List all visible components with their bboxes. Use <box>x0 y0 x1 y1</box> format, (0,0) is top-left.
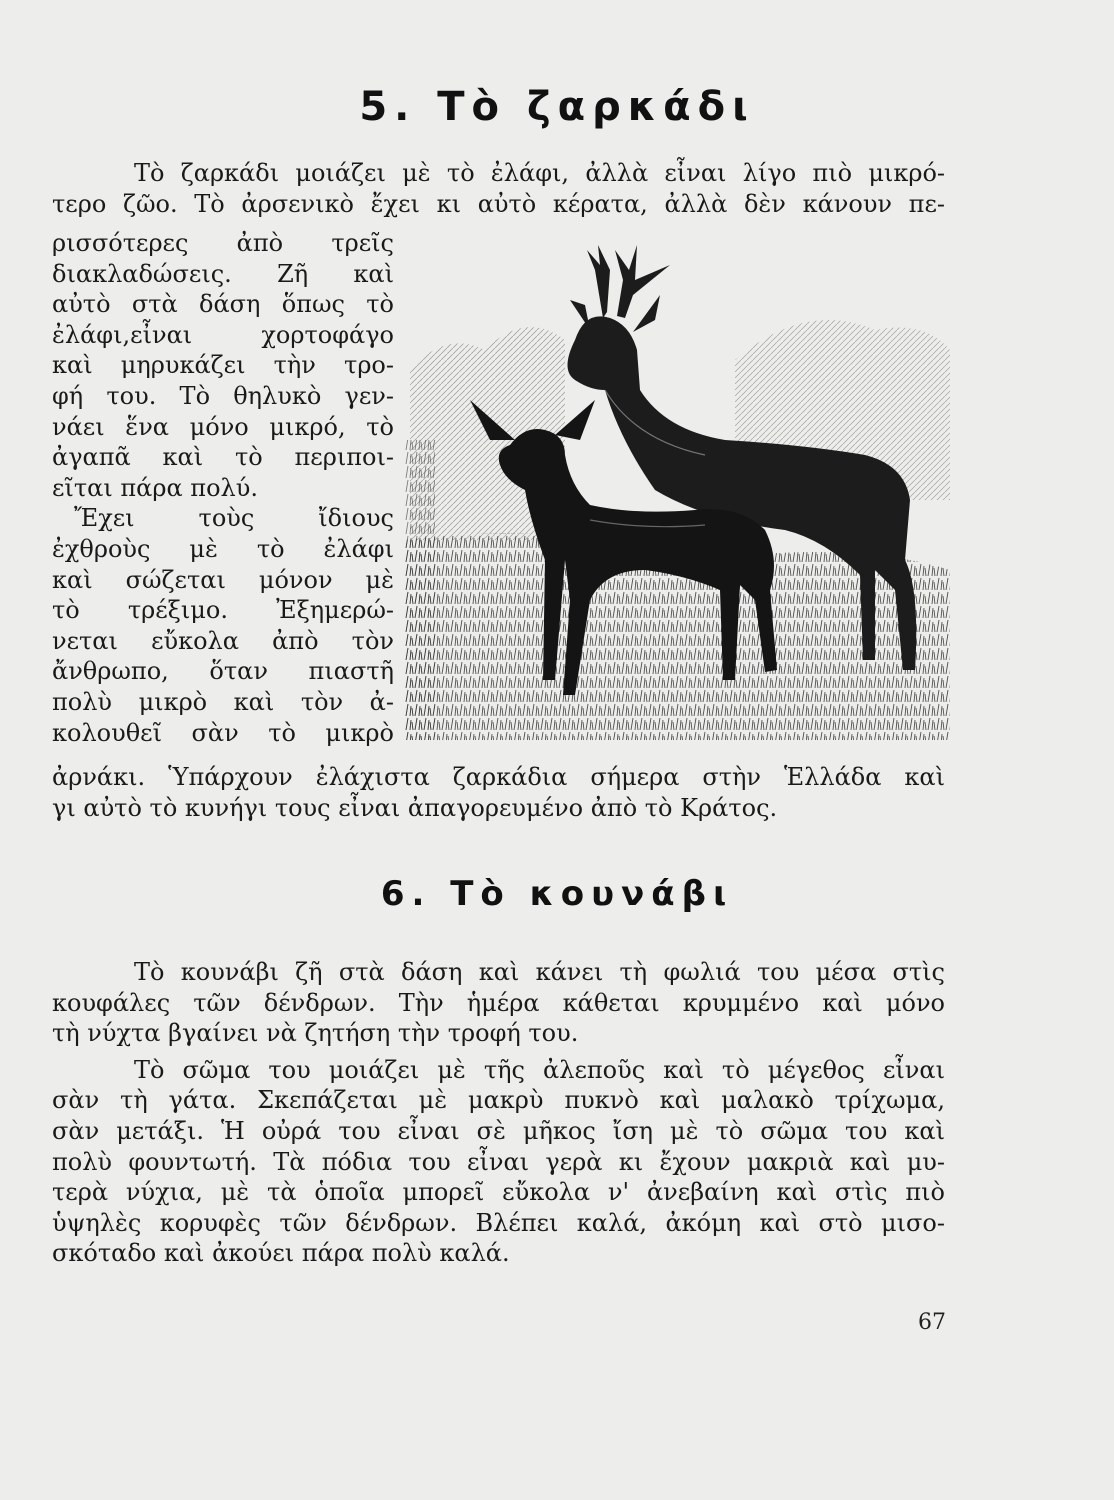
text-line: ἀρνάκι. Ὑπάρχουν ἐλάχιστα ζαρκάδια σήμερα στὴν Ἑλλάδα καὶ <box>52 763 945 791</box>
text-line: κολουθεῖ σὰν τὸ μικρὸ <box>52 718 394 747</box>
section-heading-marten: 6. Τὸ κουνάβι <box>380 874 734 914</box>
text-line: ρισσότερες ἀπὸ τρεῖς <box>52 229 394 257</box>
text-line: ὑψηλὲς κορυφὲς τῶν δένδρων. Βλέπει καλά, ἀκόμη καὶ στὸ μισο- <box>52 1208 945 1237</box>
paragraph-roe-deer-wrapped <box>52 228 394 748</box>
text-line: πολὺ μικρὸ καὶ τὸν ἀ- <box>52 687 394 716</box>
paragraph-marten <box>52 957 945 1269</box>
text-line: εῖται πάρα πολύ. <box>52 473 258 502</box>
text-line: καὶ σώζεται μόνον μὲ <box>52 565 394 594</box>
text-line: φή του. Τὸ θηλυκὸ γεν- <box>52 381 394 410</box>
text-line: τὴ νύχτα βγαίνει νὰ ζητήση τὴν τροφή του. <box>52 1019 579 1048</box>
paragraph-roe-deer-intro <box>52 158 945 219</box>
text-line: σὰν τὴ γάτα. Σκεπάζεται μὲ μακρὺ πυκνὸ καὶ μαλακὸ τρίχωμα, <box>52 1086 945 1115</box>
text-line: τὸ τρέξιμο. Ἐξημερώ- <box>52 596 394 625</box>
paragraph-roe-deer-closing <box>52 762 945 823</box>
text-line: κουφάλες τῶν δένδρων. Τὴν ἡμέρα κάθεται κρυμμένο καὶ μόνο <box>52 988 945 1017</box>
text-line: Τὸ κουνάβι ζῆ στὰ δάση καὶ κάνει τὴ φωλιά του μέσα στὶς <box>134 958 945 986</box>
text-line: τερο ζῶο. Τὸ ἀρσενικὸ ἔχει κι αὐτὸ κέρατα, ἀλλὰ δὲν κάνουν πε- <box>52 189 945 218</box>
text-line: ἐλάφι,εἶναι χορτοφάγο <box>52 320 394 349</box>
text-line: σκόταδο καὶ ἀκούει πάρα πολὺ καλά. <box>52 1239 510 1268</box>
text-line: νεται εὔκολα ἀπὸ τὸν <box>52 626 394 655</box>
text-line: νάει ἕνα μόνο μικρό, τὸ <box>52 412 394 441</box>
text-line: τερὰ νύχια, μὲ τὰ ὁποῖα μπορεῖ εὔκολα ν' ἀνεβαίνη καὶ στὶς πιὸ <box>52 1178 945 1207</box>
section-heading-roe-deer: 5. Τὸ ζαρκάδι <box>359 84 755 130</box>
text-line: καὶ μηρυκάζει τὴν τρο- <box>52 351 394 380</box>
text-line: ἐχθροὺς μὲ τὸ ἐλάφι <box>52 534 394 563</box>
page-number: 67 <box>918 1310 946 1335</box>
text-line: Τὸ ζαρκάδι μοιάζει μὲ τὸ ἐλάφι, ἀλλὰ εἶναι λίγο πιὸ μικρό- <box>134 159 945 187</box>
text-line: γι αὐτὸ τὸ κυνήγι τους εἶναι ἀπαγορευμένο ἀπὸ τὸ Κράτος. <box>52 793 778 822</box>
text-line: αὐτὸ στὰ δάση ὅπως τὸ <box>52 290 394 319</box>
text-line: ἀγαπᾶ καὶ τὸ περιποι- <box>52 443 394 472</box>
text-line: πολὺ φουντωτή. Τὰ πόδια του εἶναι γερὰ κι ἔχουν μακριὰ καὶ μυ- <box>52 1147 945 1176</box>
text-line: Ἔχει τοὺς ἴδιους <box>74 504 394 533</box>
text-line: σὰν μετάξι. Ἡ οὐρά του εἶναι σὲ μῆκος ἴση μὲ τὸ σῶμα του καὶ <box>52 1116 945 1145</box>
text-line: Τὸ σῶμα του μοιάζει μὲ τῆς ἀλεποῦς καὶ τὸ μέγεθος εἶναι <box>134 1055 945 1084</box>
text-line: διακλαδώσεις. Ζῆ καὶ <box>52 259 394 288</box>
text-line: ἄνθρωπο, ὅταν πιαστῆ <box>52 657 394 686</box>
roe-deer-illustration <box>405 240 955 740</box>
